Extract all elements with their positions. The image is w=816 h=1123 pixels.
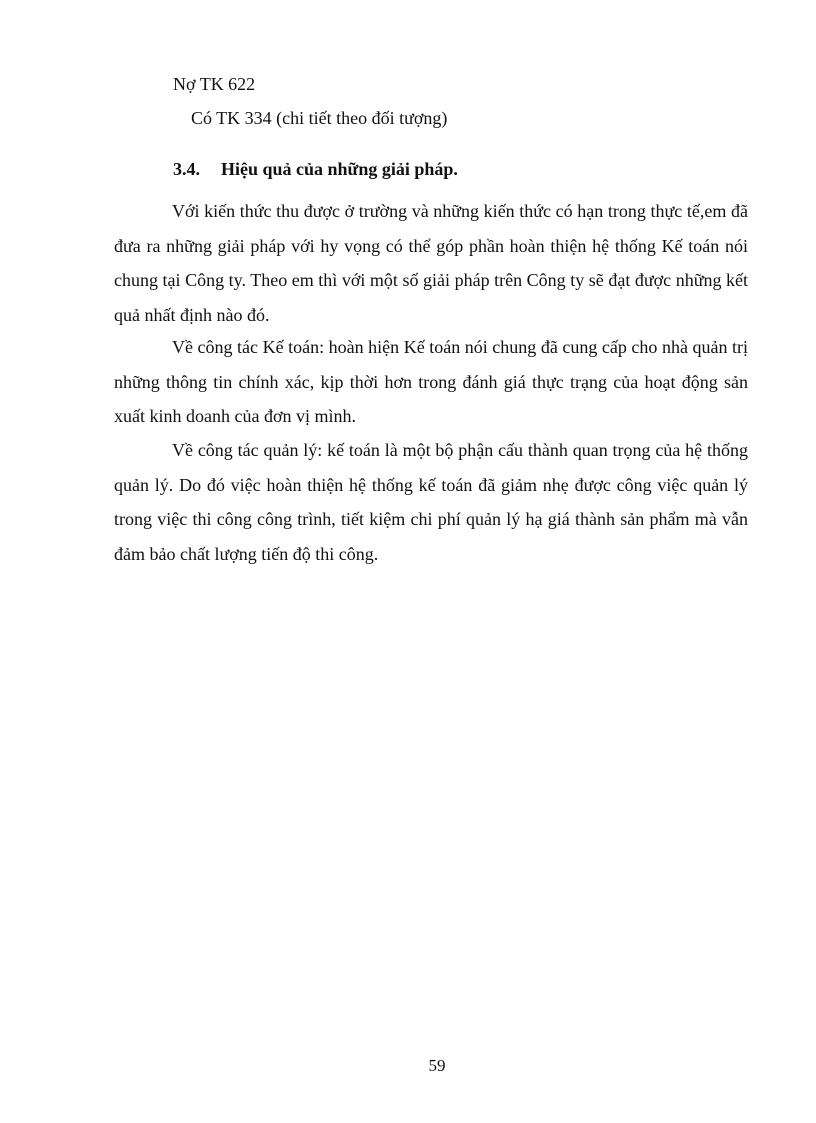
section-title: Hiệu quả của những giải pháp. [221,159,458,179]
paragraph-management-work: Về công tác quản lý: kế toán là một bộ phận cấu thành quan trọng của hệ thống quản lý. Do đó việc hoàn thiện hệ thống kế toán đã giảm nhẹ được công việc quản lý trong việc thi công công trình, tiết kiệm chi phí quản lý hạ giá thành sản phẩm mà vẫn đảm bảo chất lượng tiến độ thi công. [114,440,748,564]
journal-entry-debit: Nợ TK 622 [173,74,256,94]
page-number: 59 [428,1056,446,1075]
journal-entry-credit: Có TK 334 (chi tiết theo đối tượng) [191,108,448,128]
section-heading [173,157,458,181]
paragraph-accounting-work: Về công tác Kế toán: hoàn hiện Kế toán nói chung đã cung cấp cho nhà quản trị những thông tin chính xác, kịp thời hơn trong đánh giá thực trạng của hoạt động sản xuất kinh doanh của đơn vị mình. [114,337,748,426]
paragraph-solutions-intro: Với kiến thức thu được ở trường và những kiến thức có hạn trong thực tế,em đã đưa ra những giải pháp với hy vọng có thể góp phần hoàn thiện hệ thống Kế toán nói chung tại Công ty. Theo em thì với một số giải pháp trên Công ty sẽ đạt được những kết quả nhất định nào đó. [114,201,748,325]
section-number: 3.4. [173,159,200,179]
